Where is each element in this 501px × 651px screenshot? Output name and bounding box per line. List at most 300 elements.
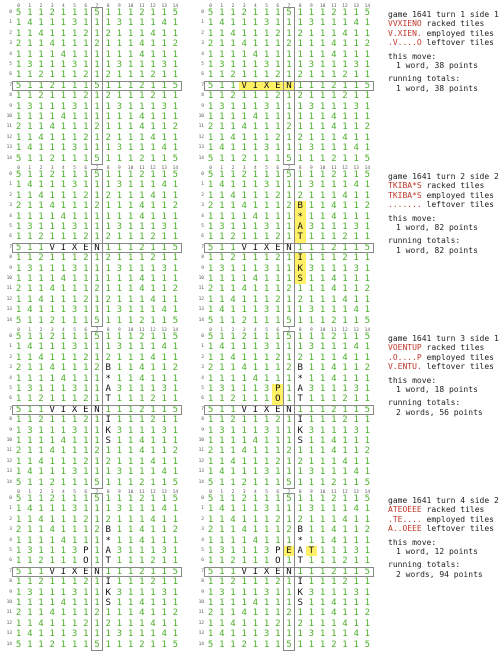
board-cell: 4	[49, 525, 55, 536]
letter-tile: N	[286, 404, 292, 415]
board-cell: 1	[207, 394, 214, 405]
board-cell: 1	[230, 373, 236, 384]
board-cell: 1	[207, 143, 214, 154]
column-number: 3	[50, 490, 54, 495]
board-cell: 4	[331, 525, 337, 536]
board-cell: 1	[286, 504, 292, 515]
board-cell: 1	[127, 112, 134, 122]
board-cell: 1	[127, 101, 134, 112]
board-cell: 4	[60, 49, 67, 60]
board-cell: 1	[94, 294, 100, 305]
board-cell: 1	[319, 577, 326, 588]
board-cell: 1	[342, 598, 348, 608]
board-cell: 1	[342, 494, 348, 504]
board-cell: 4	[150, 456, 156, 467]
board-cell: 1	[27, 415, 33, 426]
board-cell: 3	[263, 18, 270, 29]
board-cell: 1	[207, 263, 214, 274]
board-cell: 1	[83, 49, 89, 60]
racked-label: racked tiles	[426, 505, 485, 515]
board-cell: 1	[342, 477, 348, 488]
board-row	[4, 305, 185, 315]
board-cell: 1	[127, 232, 134, 243]
board-cell: 1	[116, 332, 123, 342]
board-cell: 1	[27, 363, 33, 374]
board-cell: 2	[364, 201, 371, 212]
board-cell: 3	[308, 101, 315, 112]
board-cell: 1	[263, 315, 270, 326]
board-cell: 1	[342, 535, 348, 546]
board-cell: 1	[353, 253, 359, 264]
board-cell: 5	[94, 153, 100, 164]
board-cell: 2	[94, 608, 100, 619]
board-cell: 1	[252, 170, 259, 180]
board-row	[196, 363, 377, 373]
board-cell: 1	[230, 425, 236, 436]
board-cell: 1	[364, 211, 371, 222]
board-cell: 1	[127, 39, 134, 50]
board-cell: 1	[207, 546, 214, 556]
column-number: 13	[353, 328, 359, 333]
board-cell: 1	[161, 446, 167, 457]
board-cell: 1	[319, 342, 326, 353]
board-cell: 1	[353, 456, 359, 467]
board-cell: 1	[15, 253, 22, 264]
board-cell: 1	[27, 477, 33, 488]
board-cell: 1	[139, 294, 145, 305]
board-cell: 2	[49, 494, 55, 504]
board-cell: 1	[27, 80, 33, 91]
board-cell: 1	[150, 274, 156, 284]
board-cell: 3	[71, 263, 78, 274]
board-cell: 2	[49, 80, 55, 91]
board-cell: 1	[207, 629, 214, 640]
board-cell: 1	[331, 415, 337, 426]
column-number: 6	[84, 328, 88, 333]
board-cell: 1	[319, 629, 326, 640]
board-cell: 1	[27, 446, 33, 457]
board-cell: 1	[331, 232, 337, 243]
board-cell: 1	[27, 153, 33, 164]
board-cell: 1	[172, 211, 179, 222]
board-cell: 1	[60, 352, 67, 363]
board-cell: 1	[15, 436, 22, 446]
board-cell: 1	[127, 629, 134, 640]
board-row	[196, 212, 377, 222]
board-cell: 1	[308, 39, 315, 50]
board-cell: 1	[252, 201, 259, 212]
racked-label: racked tiles	[426, 19, 485, 29]
board-cell: 2	[230, 70, 236, 81]
board-cell: 1	[353, 132, 359, 143]
row-number: 10	[6, 276, 12, 281]
board-cell: 5	[94, 332, 100, 342]
board-cell: 1	[342, 363, 348, 374]
board-cell: 1	[49, 373, 55, 384]
board-cell: 5	[15, 315, 22, 326]
board-cell: 1	[230, 436, 236, 446]
board-cell: 1	[161, 332, 167, 342]
board-cell: 2	[139, 566, 145, 577]
board-cell: 2	[331, 477, 337, 488]
board-cell: 1	[49, 342, 55, 353]
board-cell: 1	[139, 467, 145, 478]
row-number: 7	[9, 244, 12, 250]
board-cell: 2	[241, 332, 247, 342]
turn-info	[388, 10, 500, 93]
board-cell: 1	[219, 535, 225, 546]
board-cell: 1	[27, 639, 33, 650]
board-cell: 2	[275, 577, 281, 588]
board-cell: 2	[275, 456, 281, 467]
board-cell: 2	[286, 122, 292, 133]
board-cell: 1	[230, 143, 236, 154]
board-cell: 1	[353, 598, 359, 608]
board-cell: 1	[364, 70, 371, 81]
board-cell: 3	[71, 305, 78, 316]
board-cell: 1	[150, 546, 156, 556]
board-cell: 2	[38, 415, 44, 426]
board-cell: 1	[150, 60, 156, 70]
board-cell: 2	[364, 608, 371, 619]
board-cell: 3	[308, 342, 315, 353]
board-cell: 1	[308, 122, 315, 133]
column-number: 1	[220, 4, 224, 9]
row-number: 3	[201, 203, 204, 209]
board-cell: 1	[161, 363, 167, 374]
board-cell: 2	[83, 132, 89, 143]
board-cell: 1	[286, 132, 292, 143]
board-cell: 1	[83, 608, 89, 619]
board-cell: 1	[49, 222, 55, 232]
board-cell: 4	[60, 436, 67, 446]
board-cell: 1	[353, 639, 359, 650]
board-cell: 1	[15, 415, 22, 426]
board-cell: 2	[105, 618, 111, 629]
row-number: 2	[201, 354, 204, 360]
board-cell: 3	[161, 263, 167, 274]
column-number: 6	[276, 166, 280, 171]
board-cell: 5	[15, 80, 22, 91]
board-cell: 4	[139, 598, 145, 608]
board-cell: 3	[27, 384, 33, 394]
board-cell: 2	[275, 190, 281, 201]
board-cell: 1	[263, 49, 270, 60]
board-cell: 2	[297, 132, 303, 143]
board-cell: 1	[38, 494, 44, 504]
board-cell: 1	[49, 456, 55, 467]
board-cell: 1	[71, 122, 78, 133]
board-cell: 1	[252, 294, 259, 305]
board-cell: 1	[116, 49, 123, 60]
board-cell: 1	[127, 294, 134, 305]
board-cell: 1	[150, 201, 156, 212]
board-cell: 3	[71, 222, 78, 232]
board-cell: 1	[331, 384, 337, 394]
board-cell: 1	[230, 504, 236, 515]
board-cell: 3	[116, 546, 123, 556]
board-cell: 2	[230, 577, 236, 588]
row-number: 14	[198, 155, 204, 161]
board-cell: 1	[172, 143, 179, 154]
board-cell: 1	[353, 373, 359, 384]
board-cell: 1	[230, 170, 236, 180]
board-cell: 1	[116, 577, 123, 588]
board-cell: 1	[139, 394, 145, 405]
board-cell: 1	[297, 342, 303, 353]
board-row	[196, 353, 377, 363]
board-cell: 3	[71, 143, 78, 154]
board-cell: 4	[342, 618, 348, 629]
board-cell: 1	[308, 112, 315, 122]
board-cell: 2	[342, 394, 348, 405]
board-cell: 1	[353, 332, 359, 342]
board-cell: 1	[83, 112, 89, 122]
board-cell: 1	[94, 535, 100, 546]
board-cell: 1	[308, 639, 315, 650]
board-cell: 1	[161, 415, 167, 426]
board-cell: 2	[230, 394, 236, 405]
board-cell: 1	[331, 91, 337, 102]
board-row	[4, 60, 185, 70]
board-cell: 2	[38, 70, 44, 81]
board-cell: 1	[49, 352, 55, 363]
column-number: 13	[161, 328, 167, 333]
board-cell: 1	[263, 373, 270, 384]
board-cell: 1	[219, 373, 225, 384]
board-cell: 1	[161, 242, 167, 253]
board-cell: 1	[353, 514, 359, 525]
column-number: 9	[118, 166, 121, 171]
board-cell: 1	[342, 60, 348, 70]
board-cell: 1	[319, 467, 326, 478]
board-cell: 1	[297, 566, 303, 577]
board-cell: 4	[150, 618, 156, 629]
board-cell: 1	[49, 546, 55, 556]
row-number: 9	[201, 427, 204, 433]
board-cell: 1	[15, 577, 22, 588]
board-row	[196, 8, 377, 18]
board-cell: 1	[116, 253, 123, 264]
board-cell: 4	[139, 608, 145, 619]
board-cell: 1	[308, 190, 315, 201]
column-number: 11	[331, 166, 337, 171]
board-cell: 1	[60, 294, 67, 305]
board-cell: 1	[297, 8, 303, 18]
row-number: 2	[9, 516, 12, 522]
column-number: 14	[172, 328, 179, 333]
board-cell: 1	[342, 546, 348, 556]
board-cell: 1	[263, 190, 270, 201]
board-cell: 1	[252, 587, 259, 598]
board-cell: 1	[263, 332, 270, 342]
board-row	[196, 556, 377, 566]
board-cell: 1	[83, 446, 89, 457]
board-row	[4, 525, 185, 535]
row-number: 3	[201, 41, 204, 47]
board-cell: 1	[342, 315, 348, 326]
column-number: 12	[150, 4, 156, 9]
board-cell: 3	[308, 504, 315, 515]
board-cell: 1	[207, 180, 214, 191]
board-cell: 1	[219, 91, 225, 102]
board-cell: 1	[172, 373, 179, 384]
board-cell: 1	[241, 514, 247, 525]
board-cell: 2	[49, 315, 55, 326]
board-cell: 1	[319, 514, 326, 525]
board-cell: 1	[241, 577, 247, 588]
board-cell: 1	[27, 132, 33, 143]
board-cell: 1	[38, 101, 44, 112]
board-cell: 2	[241, 639, 247, 650]
board-cell: 1	[94, 556, 100, 567]
board-row	[4, 457, 185, 467]
board-cell: 1	[71, 232, 78, 243]
board-cell: 1	[308, 332, 315, 342]
board-cell: 1	[207, 70, 214, 81]
board-cell: 1	[364, 415, 371, 426]
board-cell: 3	[308, 18, 315, 29]
board-cell: 3	[116, 504, 123, 515]
board-cell: 3	[263, 101, 270, 112]
board-cell: 5	[364, 315, 371, 326]
board-cell: 1	[252, 525, 259, 536]
board-cell: 1	[127, 153, 134, 164]
board-cell: 1	[353, 170, 359, 180]
column-number: 7	[287, 490, 291, 495]
board-cell: 1	[105, 18, 111, 29]
board-cell: 1	[38, 373, 44, 384]
board-cell: 1	[342, 504, 348, 515]
board-cell: 3	[308, 60, 315, 70]
board-cell: 3	[71, 18, 78, 29]
board-cell: 4	[353, 342, 359, 353]
board-row	[4, 243, 185, 253]
letter-tile: *	[295, 212, 306, 222]
board-cell: 1	[263, 112, 270, 122]
board-cell: 1	[139, 415, 145, 426]
board-row	[4, 629, 185, 639]
board-cell: 1	[38, 49, 44, 60]
board-cell: 5	[172, 332, 179, 342]
board-cell: 1	[60, 190, 67, 201]
letter-tile: E	[272, 81, 283, 91]
column-number: 9	[310, 4, 313, 9]
row-number: 3	[9, 203, 12, 209]
board-cell: 2	[364, 122, 371, 133]
column-number: 5	[73, 490, 76, 495]
board-cell: 1	[207, 28, 214, 39]
column-number: 3	[242, 4, 246, 9]
board-cell: 5	[94, 80, 100, 91]
board-cell: 4	[230, 294, 236, 305]
board-cell: 1	[275, 373, 281, 384]
board-cell: 1	[319, 556, 326, 567]
board-cell: 2	[342, 232, 348, 243]
board-cell: 1	[230, 211, 236, 222]
board-cell: 1	[331, 556, 337, 567]
board-cell: 1	[127, 608, 134, 619]
board-cell: 1	[319, 190, 326, 201]
row-number: 7	[201, 568, 204, 574]
board-cell: 1	[83, 639, 89, 650]
letter-tile: V	[241, 242, 247, 253]
board-cell: 2	[83, 456, 89, 467]
board-cell: 1	[308, 132, 315, 143]
board-cell: 1	[252, 122, 259, 133]
letter-tile: I	[105, 415, 111, 426]
column-number: 12	[342, 328, 348, 333]
column-number: 12	[150, 166, 156, 171]
row-number: 8	[9, 579, 12, 585]
board-cell: 1	[15, 598, 22, 608]
board-cell: 1	[207, 232, 214, 243]
board-cell: 1	[116, 242, 123, 253]
board-cell: 4	[230, 456, 236, 467]
board-cell: 1	[49, 618, 55, 629]
row-number: 12	[6, 296, 12, 302]
board-cell: 1	[241, 70, 247, 81]
board-cell: 1	[94, 415, 100, 426]
board-cell: 1	[127, 514, 134, 525]
board-cell: 1	[49, 143, 55, 154]
column-number: 8	[106, 328, 110, 333]
board-cell: 1	[241, 222, 247, 232]
row-number: 5	[201, 548, 204, 553]
board-cell: 1	[127, 467, 134, 478]
board-cell: 4	[219, 143, 225, 154]
board-cell: 1	[116, 352, 123, 363]
board-cell: 1	[105, 446, 111, 457]
board-cell: 1	[83, 598, 89, 608]
board-cell: 2	[364, 39, 371, 50]
board-cell: 2	[139, 242, 145, 253]
letter-tile: I	[105, 577, 111, 588]
board-cell: 1	[60, 577, 67, 588]
board-row	[4, 467, 185, 477]
board-cell: 1	[139, 305, 145, 316]
board-cell: 5	[207, 332, 214, 342]
board-cell: 1	[60, 467, 67, 478]
board-cell: 1	[364, 456, 371, 467]
board-cell: 1	[94, 352, 100, 363]
board-cell: 3	[27, 587, 33, 598]
letter-tile: X	[71, 566, 78, 577]
board-cell: 1	[60, 8, 67, 18]
letter-tile: B	[295, 201, 306, 211]
board-cell: 5	[15, 332, 22, 342]
board-cell: 1	[353, 436, 359, 446]
board-cell: 1	[230, 80, 236, 91]
board-cell: 1	[207, 305, 214, 316]
letter-tile: S	[105, 598, 111, 608]
board-row	[4, 436, 185, 446]
board-cell: 1	[319, 425, 326, 436]
board-cell: 1	[342, 629, 348, 640]
board-cell: 1	[275, 49, 281, 60]
letter-tile: *	[297, 373, 303, 384]
board-cell: 4	[230, 190, 236, 201]
board-row	[196, 253, 377, 263]
board-cell: 5	[286, 315, 292, 326]
board-cell: 5	[286, 639, 292, 650]
board-cell: 1	[207, 91, 214, 102]
employed-line	[388, 515, 500, 524]
column-number: 0	[209, 4, 212, 9]
running-totals-label: running totals:	[388, 236, 461, 246]
row-number: 10	[198, 276, 204, 281]
board-cell: 1	[207, 190, 214, 201]
